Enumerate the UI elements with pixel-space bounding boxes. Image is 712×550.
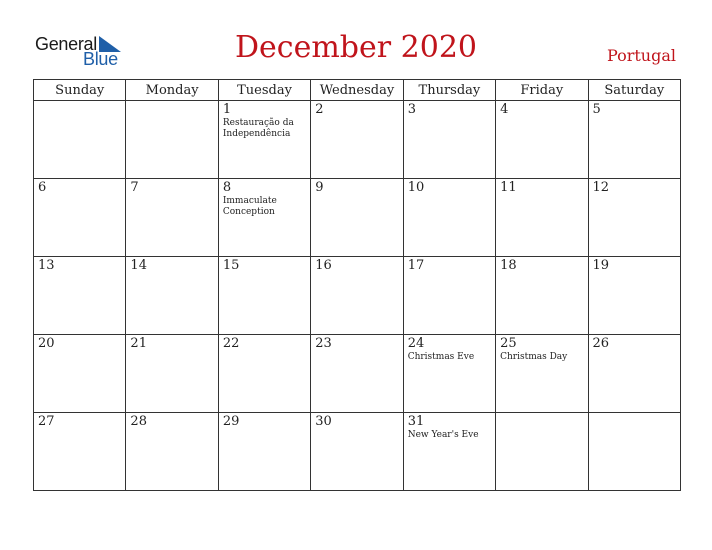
day-cell [218, 335, 310, 413]
day-number: 17 [407, 258, 425, 273]
day-cell [403, 179, 495, 257]
day-cell [218, 101, 310, 179]
day-number [126, 101, 217, 102]
logo-general-text: General [35, 34, 97, 54]
week-row [34, 179, 681, 257]
week-row [34, 101, 681, 179]
holiday-label: Christmas Day [500, 352, 568, 362]
day-number: 2 [315, 102, 324, 117]
holiday-label: Immaculate Conception [222, 196, 277, 217]
day-cell [34, 101, 126, 179]
day-number: 18 [500, 258, 517, 273]
day-number: 31 [407, 414, 425, 429]
day-cell [218, 179, 310, 257]
day-cell [218, 413, 310, 491]
weekday-header: Thursday [403, 80, 495, 101]
weekday-header: Wednesday [311, 80, 403, 101]
day-cell [126, 179, 218, 257]
day-number: 8 [222, 180, 232, 195]
holiday-label: Christmas Eve [407, 352, 475, 362]
day-cell [34, 413, 126, 491]
weekday-header: Monday [126, 80, 218, 101]
day-cell [403, 413, 495, 491]
day-number: 1 [222, 102, 232, 117]
day-cell [588, 413, 680, 491]
day-number: 27 [38, 414, 55, 429]
day-cell [311, 335, 403, 413]
day-number [496, 413, 587, 414]
day-number [34, 101, 125, 102]
day-number: 19 [592, 258, 610, 273]
day-number: 3 [407, 102, 416, 117]
day-cell [496, 335, 588, 413]
weekday-header: Friday [496, 80, 588, 101]
holiday-label: Restauração da Independência [222, 118, 294, 139]
weekday-header: Sunday [34, 80, 126, 101]
week-row [34, 413, 681, 491]
day-cell [126, 257, 218, 335]
day-number: 4 [500, 102, 509, 117]
weekday-header-row [34, 80, 681, 101]
day-cell [34, 335, 126, 413]
day-number: 5 [592, 102, 601, 117]
day-number [589, 413, 680, 414]
day-cell [218, 257, 310, 335]
day-number: 21 [130, 336, 147, 351]
day-number: 30 [315, 414, 332, 429]
day-number: 25 [500, 336, 517, 351]
holiday-label: New Year's Eve [407, 430, 479, 440]
day-number: 16 [315, 258, 332, 273]
day-cell [311, 413, 403, 491]
day-number: 10 [407, 180, 425, 195]
day-cell [496, 179, 588, 257]
day-cell [34, 257, 126, 335]
day-number: 13 [38, 258, 55, 273]
country-label: Portugal [606, 46, 676, 65]
day-cell [588, 257, 680, 335]
day-cell [126, 413, 218, 491]
day-number: 23 [315, 336, 332, 351]
day-number: 20 [38, 336, 55, 351]
day-cell [588, 335, 680, 413]
week-row [34, 335, 681, 413]
day-cell [403, 101, 495, 179]
day-cell [34, 179, 126, 257]
day-cell [496, 413, 588, 491]
day-cell [588, 179, 680, 257]
day-number: 14 [130, 258, 147, 273]
day-number: 7 [130, 180, 139, 195]
calendar-grid [33, 79, 681, 491]
day-number: 15 [222, 258, 240, 273]
day-cell [496, 101, 588, 179]
day-cell [126, 101, 218, 179]
weekday-header: Tuesday [218, 80, 310, 101]
page-title: December 2020 [235, 30, 477, 65]
day-number: 26 [592, 336, 610, 351]
week-row [34, 257, 681, 335]
day-number: 28 [130, 414, 147, 429]
weekday-header: Saturday [588, 80, 680, 101]
day-cell [311, 257, 403, 335]
day-number: 29 [222, 414, 240, 429]
day-cell [126, 335, 218, 413]
day-number: 24 [407, 336, 425, 351]
day-cell [403, 257, 495, 335]
day-number: 22 [222, 336, 240, 351]
logo-blue-text: Blue [83, 49, 118, 69]
day-cell [311, 179, 403, 257]
day-cell [311, 101, 403, 179]
day-number: 9 [315, 180, 324, 195]
day-number: 11 [500, 180, 517, 195]
day-cell [496, 257, 588, 335]
day-number: 12 [592, 180, 610, 195]
day-number: 6 [38, 180, 47, 195]
day-cell [403, 335, 495, 413]
day-cell [588, 101, 680, 179]
